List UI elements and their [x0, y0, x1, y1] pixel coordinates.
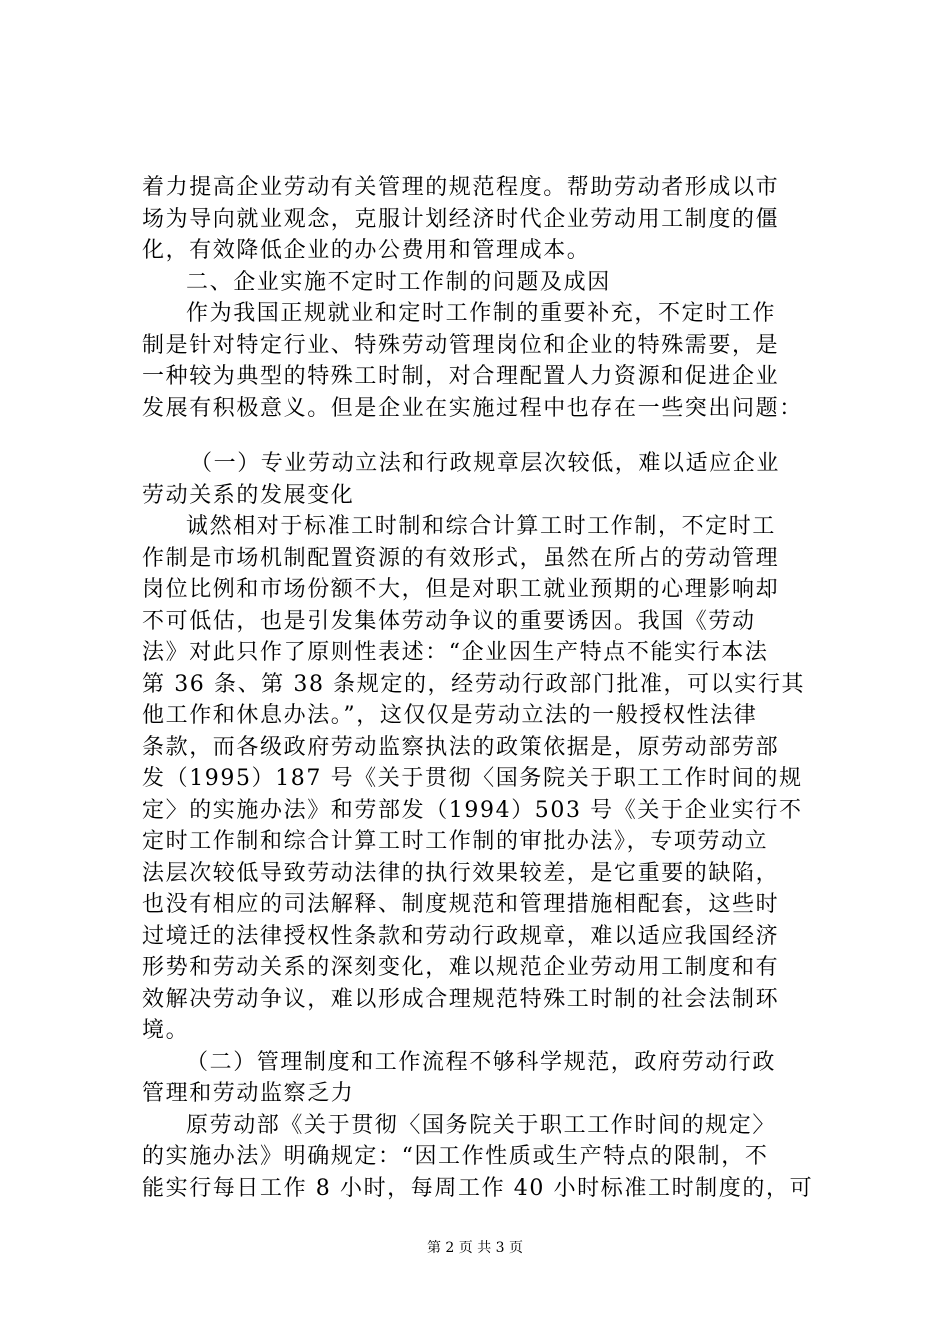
paragraph-subsection-1 [142, 511, 832, 1047]
text-line: 第 36 条、第 38 条规定的，经劳动行政部门批准，可以实行其 [142, 671, 806, 697]
text-line: 发（1995）187 号《关于贯彻〈国务院关于职工工作时间的规 [142, 766, 803, 791]
section-heading-2: 二、企业实施不定时工作制的问题及成因 [186, 269, 611, 295]
text-line: （二）管理制度和工作流程不够科学规范，政府劳动行政 [186, 1049, 777, 1075]
paragraph-subsection-2 [142, 1110, 832, 1205]
text-line: 法》对此只作了原则性表述：“企业因生产特点不能实行本法 [142, 640, 769, 665]
text-line: 效解决劳动争议，难以形成合理规范特殊工时制的社会法制环 [142, 986, 780, 1012]
text-line: 不可低估，也是引发集体劳动争议的重要诱因。我国《劳动 [142, 608, 756, 634]
document-body [142, 172, 832, 1204]
text-line: 场为导向就业观念，克服计划经济时代企业劳动用工制度的僵 [142, 206, 780, 232]
text-line: 形势和劳动关系的深刻变化，难以规范企业劳动用工制度和有 [142, 955, 780, 980]
text-line: 法层次较低导致劳动法律的执行效果较差，是它重要的缺陷， [142, 860, 780, 886]
text-line: 原劳动部《关于贯彻〈国务院关于职工工作时间的规定〉 [186, 1112, 777, 1138]
page-footer: 第 2 页 共 3 页 [426, 1240, 524, 1256]
text-line: 定〉的实施办法》和劳部发（1994）503 号《关于企业实行不 [142, 797, 803, 823]
text-line: 着力提高企业劳动有关管理的规范程度。帮助劳动者形成以市 [142, 175, 780, 200]
subheading-2 [142, 1047, 832, 1110]
text-line: 制是针对特定行业、特殊劳动管理岗位和企业的特殊需要，是 [142, 332, 780, 358]
text-line: 岗位比例和市场份额不大，但是对职工就业预期的心理影响却 [142, 577, 780, 602]
text-line: 能实行每日工作 8 小时，每周工作 40 小时标准工时制度的，可 [142, 1175, 814, 1201]
text-line: 作制是市场机制配置资源的有效形式，虽然在所占的劳动管理 [142, 545, 780, 571]
text-line: 作为我国正规就业和定时工作制的重要补充，不定时工作 [186, 301, 777, 326]
text-line: （一）专业劳动立法和行政规章层次较低，难以适应企业 [190, 451, 781, 476]
paragraph-intro [142, 172, 832, 267]
text-line: 境。 [142, 1018, 190, 1043]
paragraph-section-2 [142, 298, 832, 424]
text-line: 劳动关系的发展变化 [142, 482, 355, 508]
text-line: 一种较为典型的特殊工时制，对合理配置人力资源和促进企业 [142, 364, 780, 389]
text-line: 条款，而各级政府劳动监察执法的政策依据是，原劳动部劳部 [142, 734, 780, 760]
text-line: 过境迁的法律授权性条款和劳动行政规章，难以适应我国经济 [142, 923, 780, 949]
text-line: 也没有相应的司法解释、制度规范和管理措施相配套，这些时 [142, 892, 780, 917]
subheading-1 [142, 448, 832, 511]
text-line: 定时工作制和综合计算工时工作制的审批办法》，专项劳动立 [142, 829, 769, 854]
paragraph-gap [142, 424, 832, 448]
text-line: 他工作和休息办法。”，这仅仅是劳动立法的一般授权性法律 [142, 703, 758, 728]
text-line: 管理和劳动监察乏力 [142, 1081, 355, 1106]
text-line: 发展有积极意义。但是企业在实施过程中也存在一些突出问题： [142, 395, 803, 421]
text-line: 诚然相对于标准工时制和综合计算工时工作制，不定时工 [186, 514, 777, 539]
text-line: 的实施办法》明确规定：“因工作性质或生产特点的限制，不 [142, 1144, 769, 1169]
text-line: 化，有效降低企业的办公费用和管理成本。 [142, 238, 591, 263]
